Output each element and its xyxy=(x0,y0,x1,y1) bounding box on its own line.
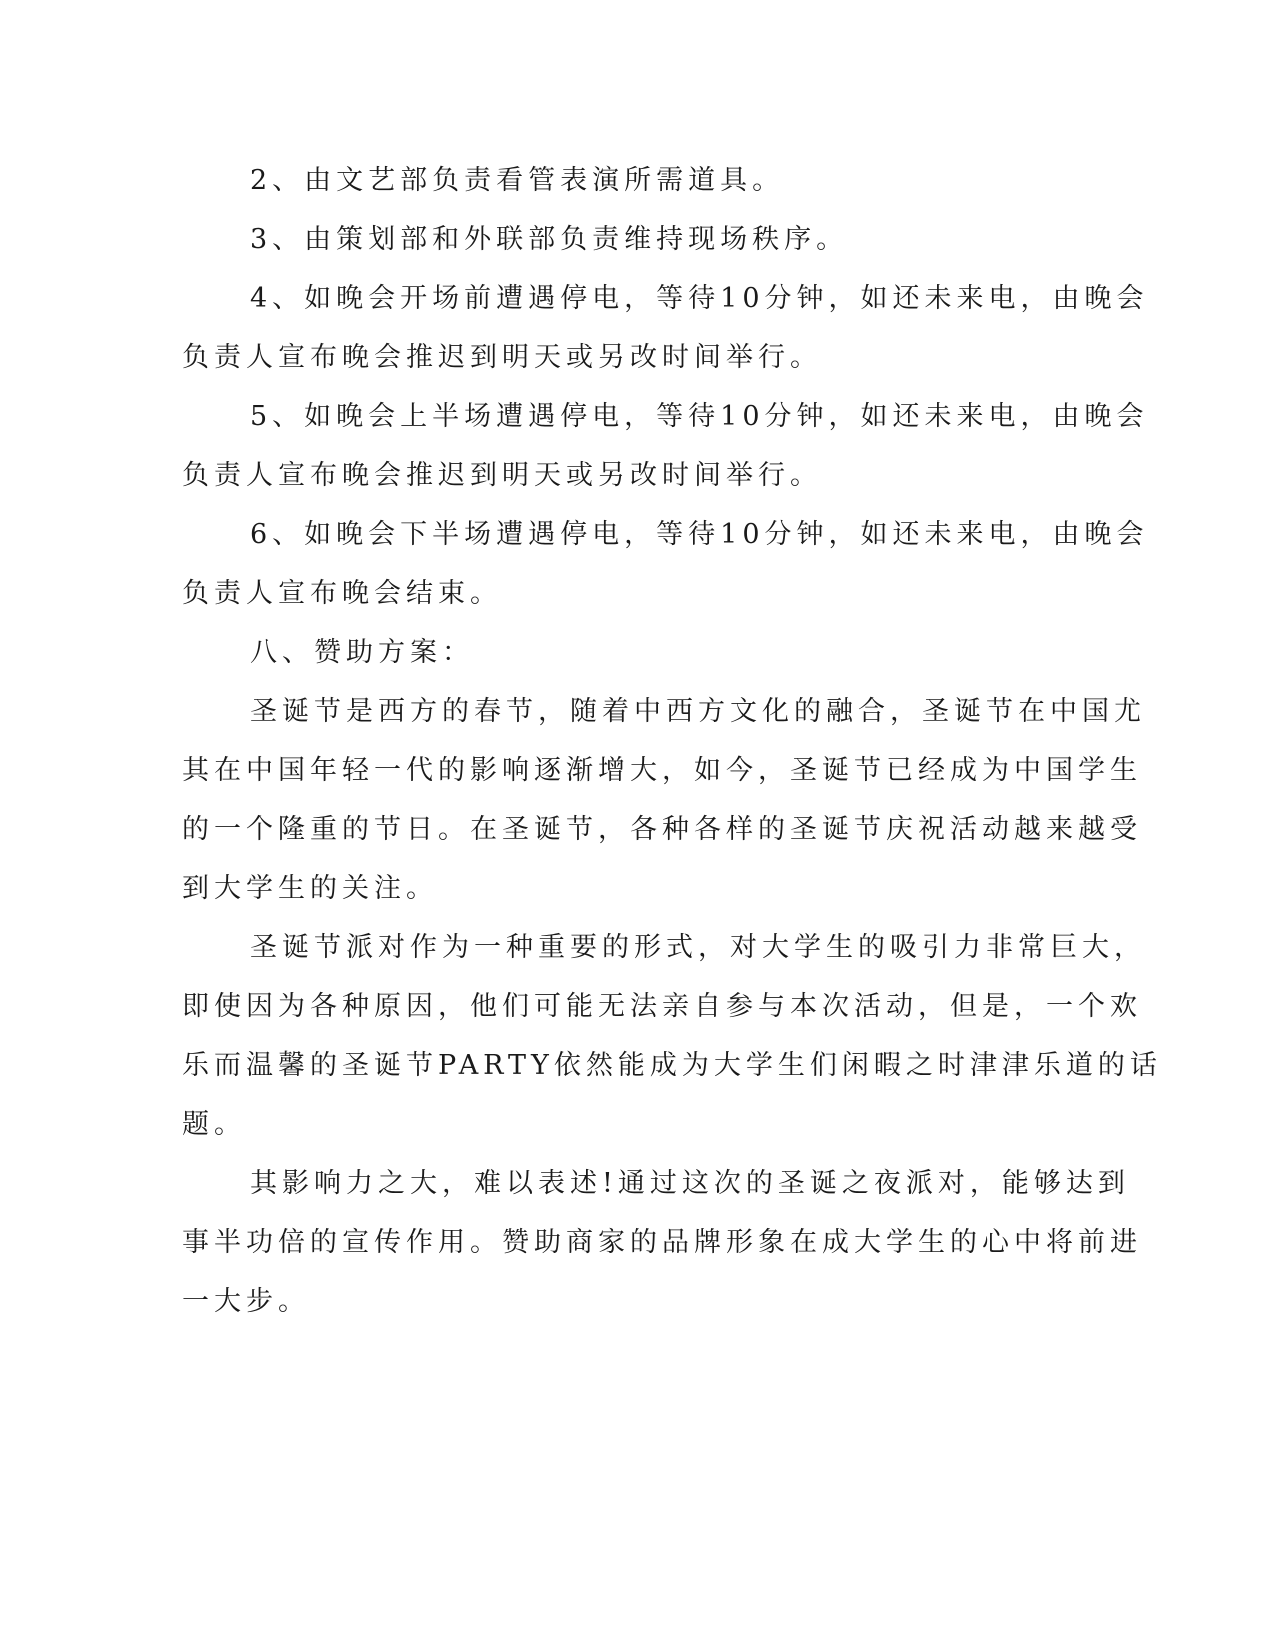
text-line: 4、如晚会开场前遭遇停电，等待10分钟，如还未来电，由晚会 xyxy=(250,283,1149,314)
text-line: 的一个隆重的节日。在圣诞节，各种各样的圣诞节庆祝活动越来越受 xyxy=(182,814,1142,845)
text-line: 负责人宣布晚会结束。 xyxy=(182,578,502,609)
text-line: 即使因为各种原因，他们可能无法亲自参与本次活动，但是，一个欢 xyxy=(182,991,1142,1022)
text-line: 事半功倍的宣传作用。赞助商家的品牌形象在成大学生的心中将前进 xyxy=(182,1227,1142,1258)
section-heading: 八、赞助方案： xyxy=(250,637,474,668)
text-line: 圣诞节派对作为一种重要的形式，对大学生的吸引力非常巨大， xyxy=(250,932,1146,963)
text-line: 乐而温馨的圣诞节PARTY依然能成为大学生们闲暇之时津津乐道的话 xyxy=(182,1050,1162,1081)
text-line: 3、由策划部和外联部负责维持现场秩序。 xyxy=(250,224,849,255)
text-line: 圣诞节是西方的春节，随着中西方文化的融合，圣诞节在中国尤 xyxy=(250,696,1146,727)
text-line: 其影响力之大，难以表述!通过这次的圣诞之夜派对，能够达到 xyxy=(250,1168,1130,1199)
text-line: 6、如晚会下半场遭遇停电，等待10分钟，如还未来电，由晚会 xyxy=(250,519,1149,550)
text-line: 一大步。 xyxy=(182,1286,310,1317)
text-line: 负责人宣布晚会推迟到明天或另改时间举行。 xyxy=(182,460,822,491)
text-line: 2、由文艺部负责看管表演所需道具。 xyxy=(250,165,785,196)
text-line: 负责人宣布晚会推迟到明天或另改时间举行。 xyxy=(182,342,822,373)
text-line: 到大学生的关注。 xyxy=(182,873,438,904)
text-line: 题。 xyxy=(182,1109,246,1140)
text-line: 5、如晚会上半场遭遇停电，等待10分钟，如还未来电，由晚会 xyxy=(250,401,1149,432)
text-line: 其在中国年轻一代的影响逐渐增大，如今，圣诞节已经成为中国学生 xyxy=(182,755,1142,786)
